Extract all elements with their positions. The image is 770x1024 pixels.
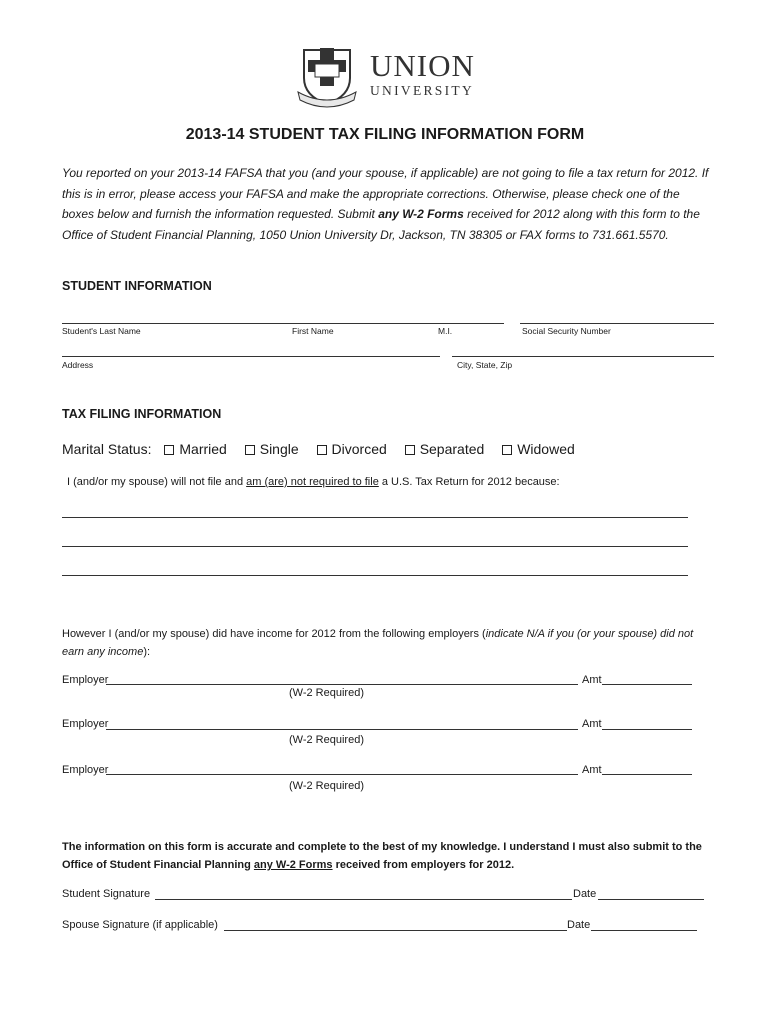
option-single[interactable]: Single <box>245 441 299 457</box>
amt-1-line[interactable] <box>602 684 692 685</box>
student-info-heading: STUDENT INFORMATION <box>62 279 212 293</box>
option-divorced[interactable]: Divorced <box>317 441 387 457</box>
w2-note-2: (W-2 Required) <box>289 734 364 746</box>
amt-1-label: Amt <box>582 674 602 686</box>
address-line[interactable] <box>62 356 440 357</box>
certification-statement: The information on this form is accurate and complete to the best of my knowledge. I understand I must also submit to the Office of Student Financial Planning any W-2 Forms received from employers for 2012. <box>62 841 702 871</box>
student-signature-label: Student Signature <box>62 888 151 900</box>
city-state-zip-line[interactable] <box>452 356 714 357</box>
ssn-line[interactable] <box>520 323 714 324</box>
not-required-emphasis: am (are) not required to file <box>246 476 379 488</box>
option-married[interactable]: Married <box>164 441 226 457</box>
w2-note-3: (W-2 Required) <box>289 780 364 792</box>
amt-3-line[interactable] <box>602 774 692 775</box>
married-checkbox[interactable] <box>164 445 174 455</box>
tax-filing-heading: TAX FILING INFORMATION <box>62 407 222 421</box>
reason-line-2[interactable] <box>62 546 688 547</box>
separated-checkbox[interactable] <box>405 445 415 455</box>
spouse-signature-label: Spouse Signature (if applicable) <box>62 919 218 931</box>
no-return-statement: I (and/or my spouse) will not file and am (are) not required to file a U.S. Tax Return for 2012 because: <box>67 476 560 488</box>
address-label: Address <box>62 360 94 370</box>
income-paragraph: However I (and/or my spouse) did have income for 2012 from the following employers (indicate N/A if you (or your spouse) did not earn any income): <box>62 628 694 658</box>
marital-status-row <box>62 441 589 457</box>
form-title: 2013-14 STUDENT TAX FILING INFORMATION FORM <box>185 126 585 143</box>
intro-paragraph <box>62 163 714 245</box>
option-separated[interactable]: Separated <box>405 441 485 457</box>
mi-label: M.I. <box>438 326 453 336</box>
ssn-label: Social Security Number <box>522 326 611 336</box>
widowed-checkbox[interactable] <box>502 445 512 455</box>
first-name-line[interactable] <box>280 323 438 324</box>
university-logo <box>296 44 476 108</box>
reason-line-3[interactable] <box>62 575 688 576</box>
spouse-date-label: Date <box>567 919 591 931</box>
employer-2-label: Employer <box>62 718 109 730</box>
na-instruction: indicate N/A if you (or your spouse) did not earn any income <box>62 628 694 658</box>
spouse-signature-line[interactable] <box>224 930 567 931</box>
student-date-label: Date <box>573 888 597 900</box>
first-name-label: First Name <box>292 326 334 336</box>
intro-text-1: You reported on your 2013-14 FAFSA that you (and your spouse, if applicable) are not going to file a tax return for 2012. If this is in error, please access your FAFSA and make the appropriate corrections. Otherwise, please check one of the boxes below and furnish the information requested. Submit <box>62 166 709 221</box>
reason-line-1[interactable] <box>62 517 688 518</box>
logo-name-union: UNION <box>370 48 475 83</box>
last-name-label: Student's Last Name <box>62 326 141 336</box>
student-signature-line[interactable] <box>155 899 572 900</box>
university-seal-icon <box>296 44 358 108</box>
employer-2-line[interactable] <box>106 729 578 730</box>
amt-2-label: Amt <box>582 718 602 730</box>
intro-w2-emphasis: any W-2 Forms <box>378 207 464 221</box>
employer-1-label: Employer <box>62 674 109 686</box>
divorced-checkbox[interactable] <box>317 445 327 455</box>
spouse-date-line[interactable] <box>591 930 697 931</box>
last-name-line[interactable] <box>62 323 280 324</box>
logo-name-university: UNIVERSITY <box>370 83 474 98</box>
student-date-line[interactable] <box>598 899 704 900</box>
employer-1-line[interactable] <box>106 684 578 685</box>
option-widowed[interactable]: Widowed <box>502 441 575 457</box>
mi-line[interactable] <box>438 323 504 324</box>
amt-3-label: Amt <box>582 764 602 776</box>
city-state-zip-label: City, State, Zip <box>457 360 513 370</box>
amt-2-line[interactable] <box>602 729 692 730</box>
intro-text-2: received for 2012 along with this form to the Office of Student Financial Planning, 1050 Union University Dr, Jackson, TN 38305 or FAX forms to 731.661.5570. <box>62 207 700 242</box>
single-checkbox[interactable] <box>245 445 255 455</box>
employer-3-label: Employer <box>62 764 109 776</box>
employer-3-line[interactable] <box>106 774 578 775</box>
cert-w2-emphasis: any W-2 Forms <box>253 859 333 871</box>
w2-note-1: (W-2 Required) <box>289 687 364 699</box>
marital-status-label: Marital Status: <box>62 441 152 457</box>
